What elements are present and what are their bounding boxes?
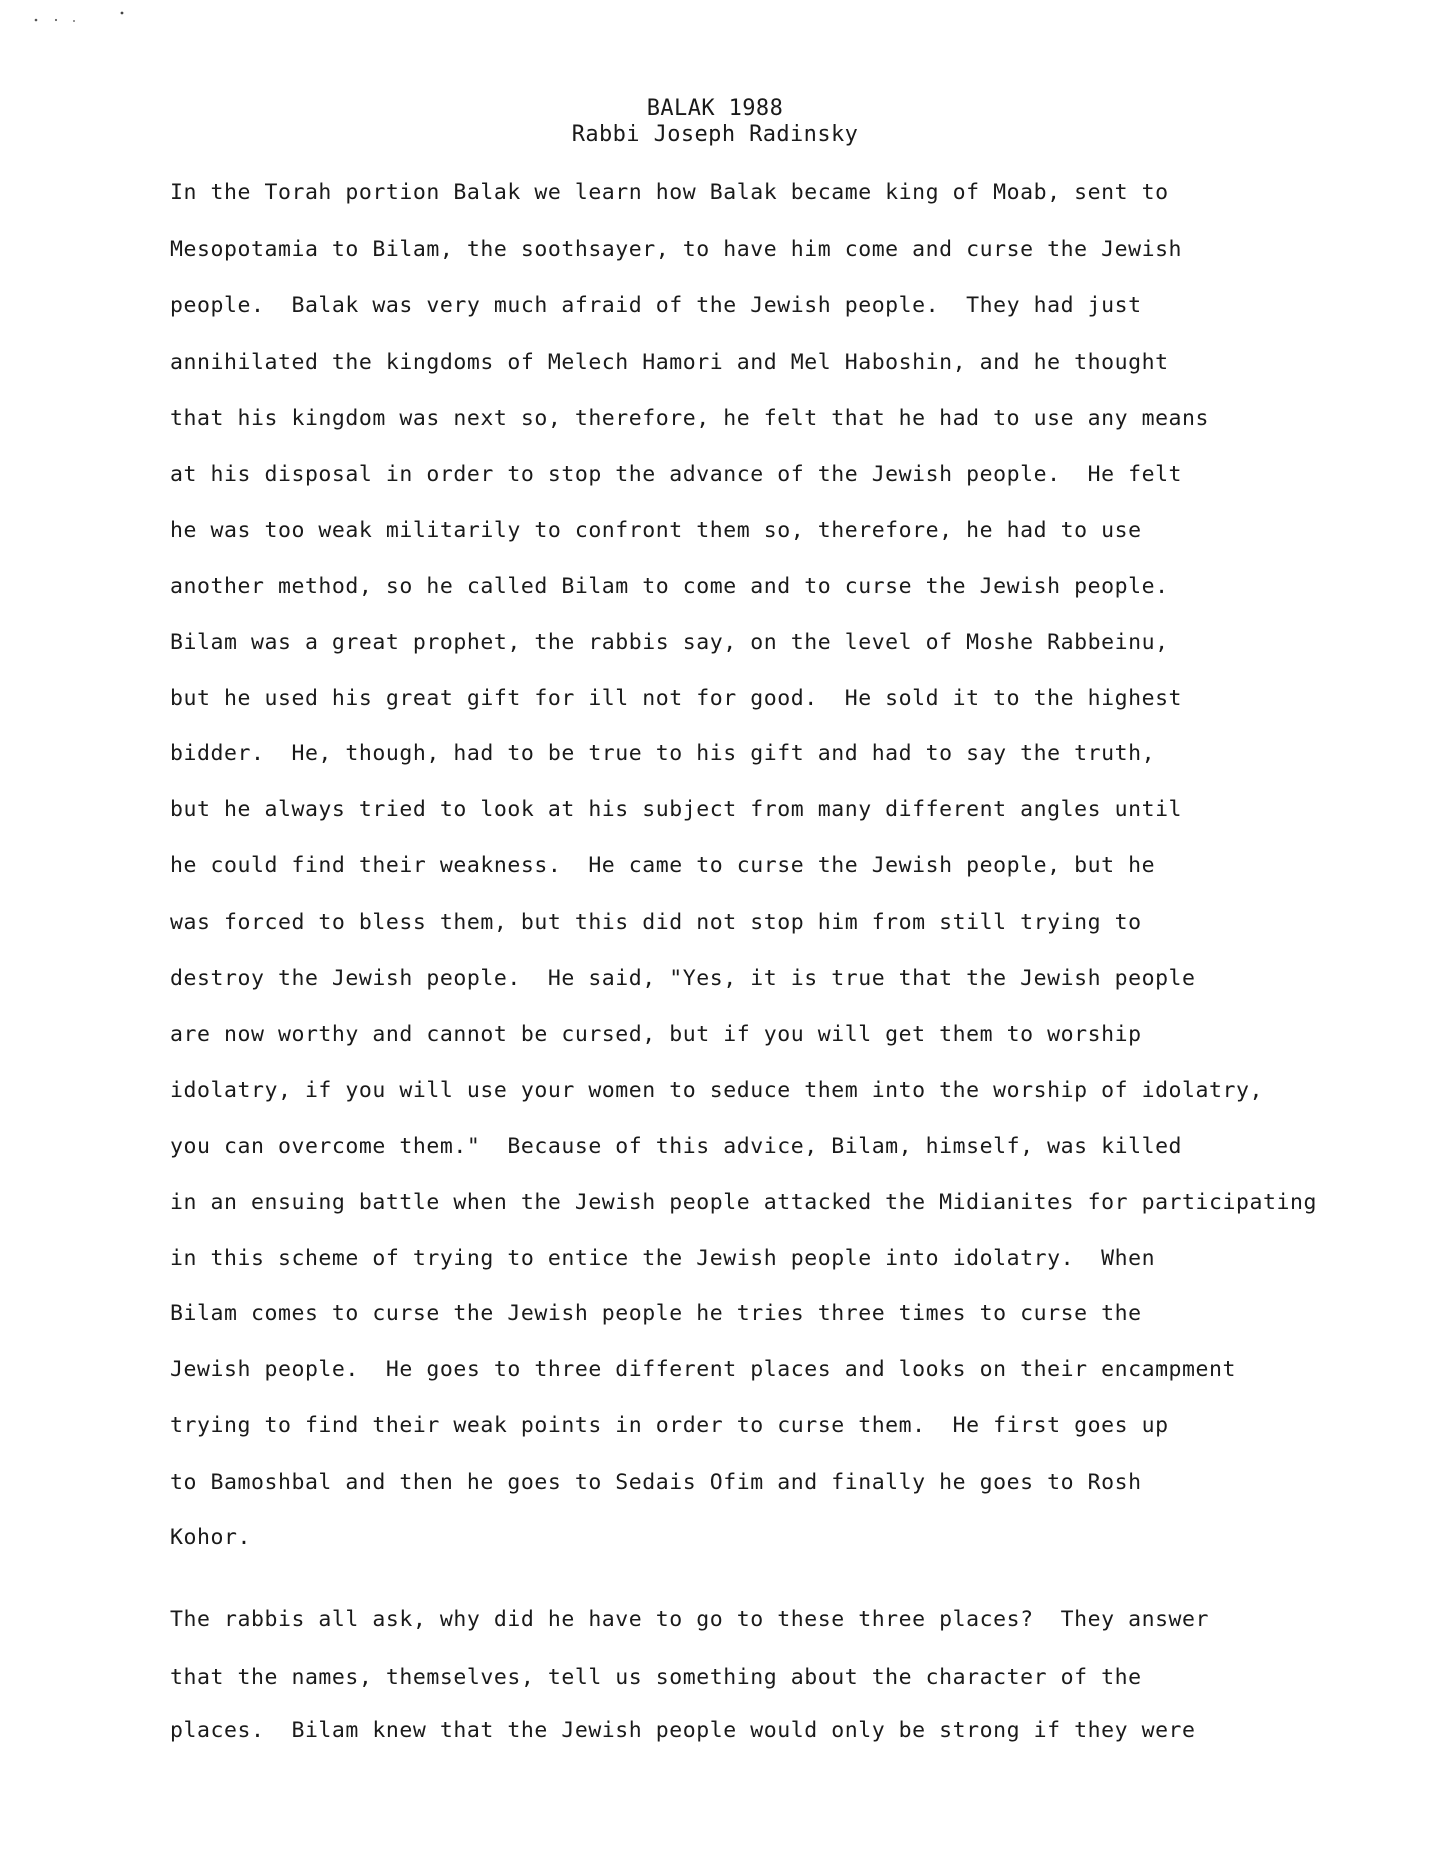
text-line: people. Balak was very much afraid of the Jewish people. They had just	[170, 293, 1142, 318]
text-line: Jewish people. He goes to three different places and looks on their encampment	[170, 1357, 1237, 1382]
text-line: idolatry, if you will use your women to seduce them into the worship of idolatry,	[170, 1078, 1264, 1103]
text-line: was forced to bless them, but this did not stop him from still trying to	[170, 910, 1142, 935]
text-line: The rabbis all ask, why did he have to go to these three places? They answer	[170, 1607, 1210, 1632]
text-line: to Bamoshbal and then he goes to Sedais Ofim and finally he goes to Rosh	[170, 1470, 1142, 1495]
text-line: he was too weak militarily to confront them so, therefore, he had to use	[170, 518, 1142, 543]
text-line: but he used his great gift for ill not for good. He sold it to the highest	[170, 686, 1183, 711]
text-line: Mesopotamia to Bilam, the soothsayer, to have him come and curse the Jewish	[170, 237, 1183, 262]
text-line: you can overcome them." Because of this advice, Bilam, himself, was killed	[170, 1134, 1183, 1159]
text-line: annihilated the kingdoms of Melech Hamori and Mel Haboshin, and he thought	[170, 350, 1169, 375]
text-line: Bilam was a great prophet, the rabbis say, on the level of Moshe Rabbeinu,	[170, 630, 1169, 655]
document-author: Rabbi Joseph Radinsky	[571, 122, 859, 147]
text-line: in an ensuing battle when the Jewish people attacked the Midianites for participating	[170, 1190, 1317, 1215]
text-line: trying to find their weak points in order to curse them. He first goes up	[170, 1413, 1169, 1438]
text-line: another method, so he called Bilam to come and to curse the Jewish people.	[170, 574, 1169, 599]
scan-specks	[30, 10, 130, 24]
text-line: destroy the Jewish people. He said, "Yes, it is true that the Jewish people	[170, 966, 1196, 991]
text-line: that the names, themselves, tell us something about the character of the	[170, 1665, 1142, 1690]
text-line: at his disposal in order to stop the advance of the Jewish people. He felt	[170, 462, 1183, 487]
text-line: In the Torah portion Balak we learn how Balak became king of Moab, sent to	[170, 180, 1169, 205]
text-line: Bilam comes to curse the Jewish people he tries three times to curse the	[170, 1301, 1142, 1326]
text-line: in this scheme of trying to entice the Jewish people into idolatry. When	[170, 1246, 1156, 1271]
text-line: bidder. He, though, had to be true to his gift and had to say the truth,	[170, 741, 1156, 766]
text-line: he could find their weakness. He came to curse the Jewish people, but he	[170, 853, 1156, 878]
text-line: Kohor.	[170, 1525, 251, 1550]
text-line: that his kingdom was next so, therefore, he felt that he had to use any means	[170, 406, 1210, 431]
text-line: places. Bilam knew that the Jewish people would only be strong if they were	[170, 1718, 1196, 1743]
text-line: are now worthy and cannot be cursed, but if you will get them to worship	[170, 1022, 1142, 1047]
document-title: BALAK 1988	[646, 96, 784, 121]
text-line: but he always tried to look at his subject from many different angles until	[170, 797, 1183, 822]
